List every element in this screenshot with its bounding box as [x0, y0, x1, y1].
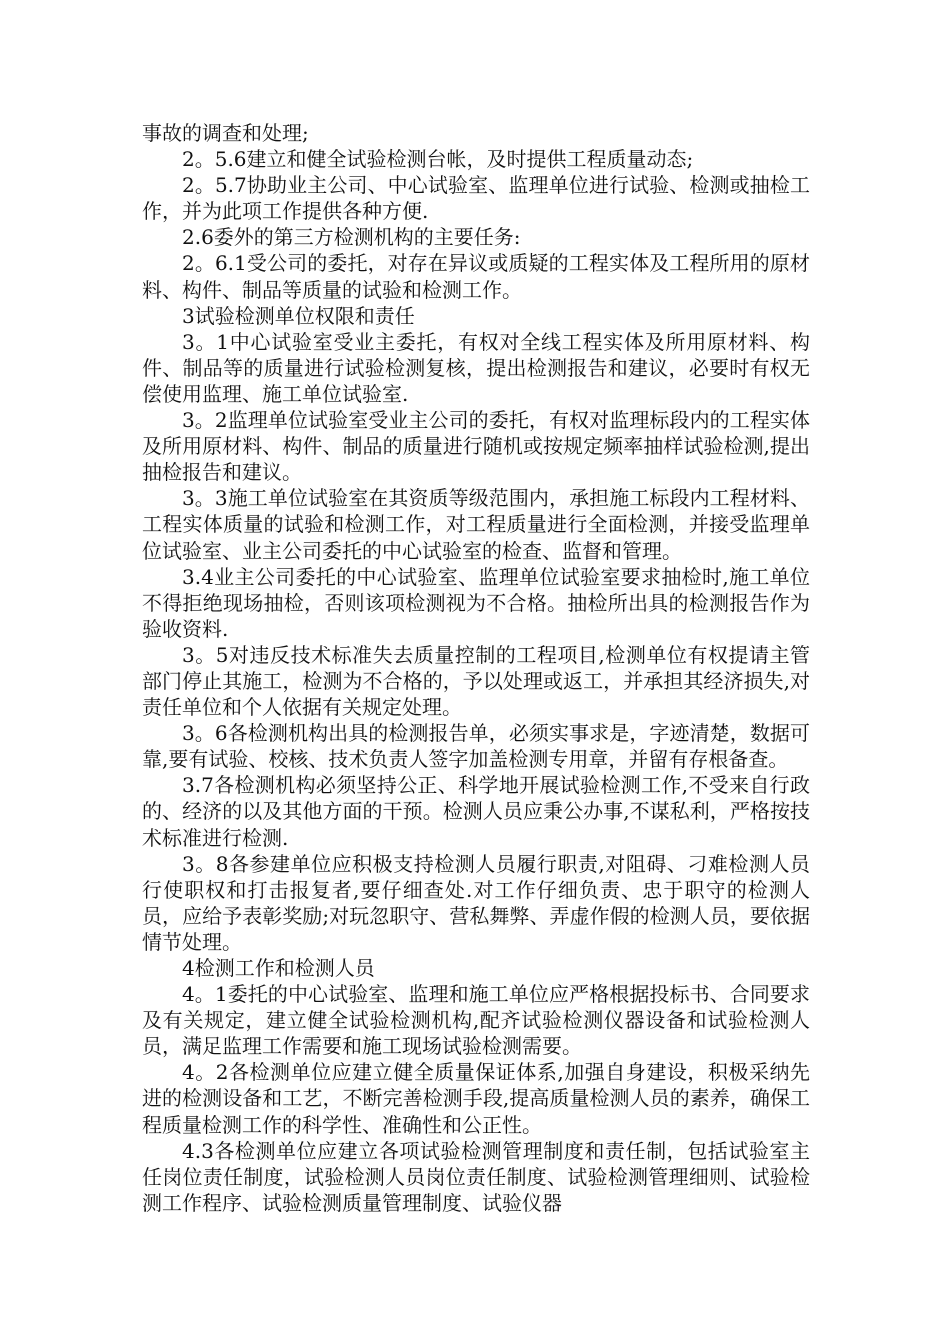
paragraph-3-4: 3.4业主公司委托的中心试验室、监理单位试验室要求抽检时,施工单位不得拒绝现场抽检，否则该项检测视为不合格。抽检所出具的检测报告作为验收资料.	[142, 564, 810, 641]
document-body	[142, 120, 810, 1216]
paragraph-4-2: 4。2各检测单位应建立健全质量保证体系,加强自身建设，积极采纳先进的检测设备和工艺，不断完善检测手段,提高质量检测人员的素养，确保工程质量检测工作的科学性、准确性和公正性。	[142, 1060, 810, 1137]
heading-section-4: 4检测工作和检测人员	[182, 956, 375, 980]
paragraph-3-5: 3。5对违反技术标准失去质量控制的工程项目,检测单位有权提请主管部门停止其施工，检测为不合格的，予以处理或返工，并承担其经济损失,对责任单位和个人依据有关规定处理。	[142, 642, 810, 720]
paragraph-4-1: 4。1委托的中心试验室、监理和施工单位应严格根据投标书、合同要求及有关规定，建立健全试验检测机构,配齐试验检测仪器设备和试验检测人员，满足监理工作需要和施工现场试验检测需要。	[142, 982, 810, 1059]
paragraph-2-5-6: 2。5.6建立和健全试验检测台帐，及时提供工程质量动态;	[182, 147, 694, 172]
paragraph-3-8: 3。8各参建单位应积极支持检测人员履行职责,对阻碍、刁难检测人员行使职权和打击报复者,要仔细查处.对工作仔细负责、忠于职守的检测人员，应给予表彰奖励;对玩忽职守、营私舞弊、弄虚作假的检测人员，要依据情节处理。	[142, 851, 810, 954]
paragraph-3-2: 3。2监理单位试验室受业主公司的委托，有权对监理标段内的工程实体及所用原材料、构件、制品的质量进行随机或按规定频率抽样试验检测,提出抽检报告和建议。	[142, 408, 810, 485]
paragraph-2-6-1: 2。6.1受公司的委托，对存在异议或质疑的工程实体及工程所用的原材料、构件、制品等质量的试验和检测工作。	[142, 251, 810, 302]
paragraph-continuation: 事故的调查和处理;	[142, 121, 309, 145]
paragraph-3-3: 3。3施工单位试验室在其资质等级范围内，承担施工标段内工程材料、工程实体质量的试验和检测工作，对工程质量进行全面检测，并接受监理单位试验室、业主公司委托的中心试验室的检查、监督和管理。	[142, 486, 810, 563]
paragraph-2-5-7: 2。5.7协助业主公司、中心试验室、监理单位进行试验、检测或抽检工作，并为此项工作提供各种方便.	[142, 173, 810, 224]
paragraph-3-7: 3.7各检测机构必须坚持公正、科学地开展试验检测工作,不受来自行政的、经济的以及其他方面的干预。检测人员应秉公办事,不谋私利，严格按技术标准进行检测.	[142, 773, 810, 850]
heading-section-3: 3试验检测单位权限和责任	[182, 303, 415, 328]
paragraph-4-3: 4.3各检测单位应建立各项试验检测管理制度和责任制，包括试验室主任岗位责任制度，试验检测人员岗位责任制度、试验检测管理细则、试验检测工作程序、试验检测质量管理制度、试验仪器	[142, 1138, 810, 1215]
paragraph-3-6: 3。6各检测机构出具的检测报告单，必须实事求是，字迹清楚，数据可靠,要有试验、校核、技术负责人签字加盖检测专用章，并留有存根备查。	[142, 721, 810, 772]
paragraph-3-1: 3。1中心试验室受业主委托，有权对全线工程实体及所用原材料、构件、制品等的质量进行试验检测复核，提出检测报告和建议，必要时有权无偿使用监理、施工单位试验室.	[142, 329, 810, 406]
heading-2-6: 2.6委外的第三方检测机构的主要任务:	[182, 225, 521, 250]
